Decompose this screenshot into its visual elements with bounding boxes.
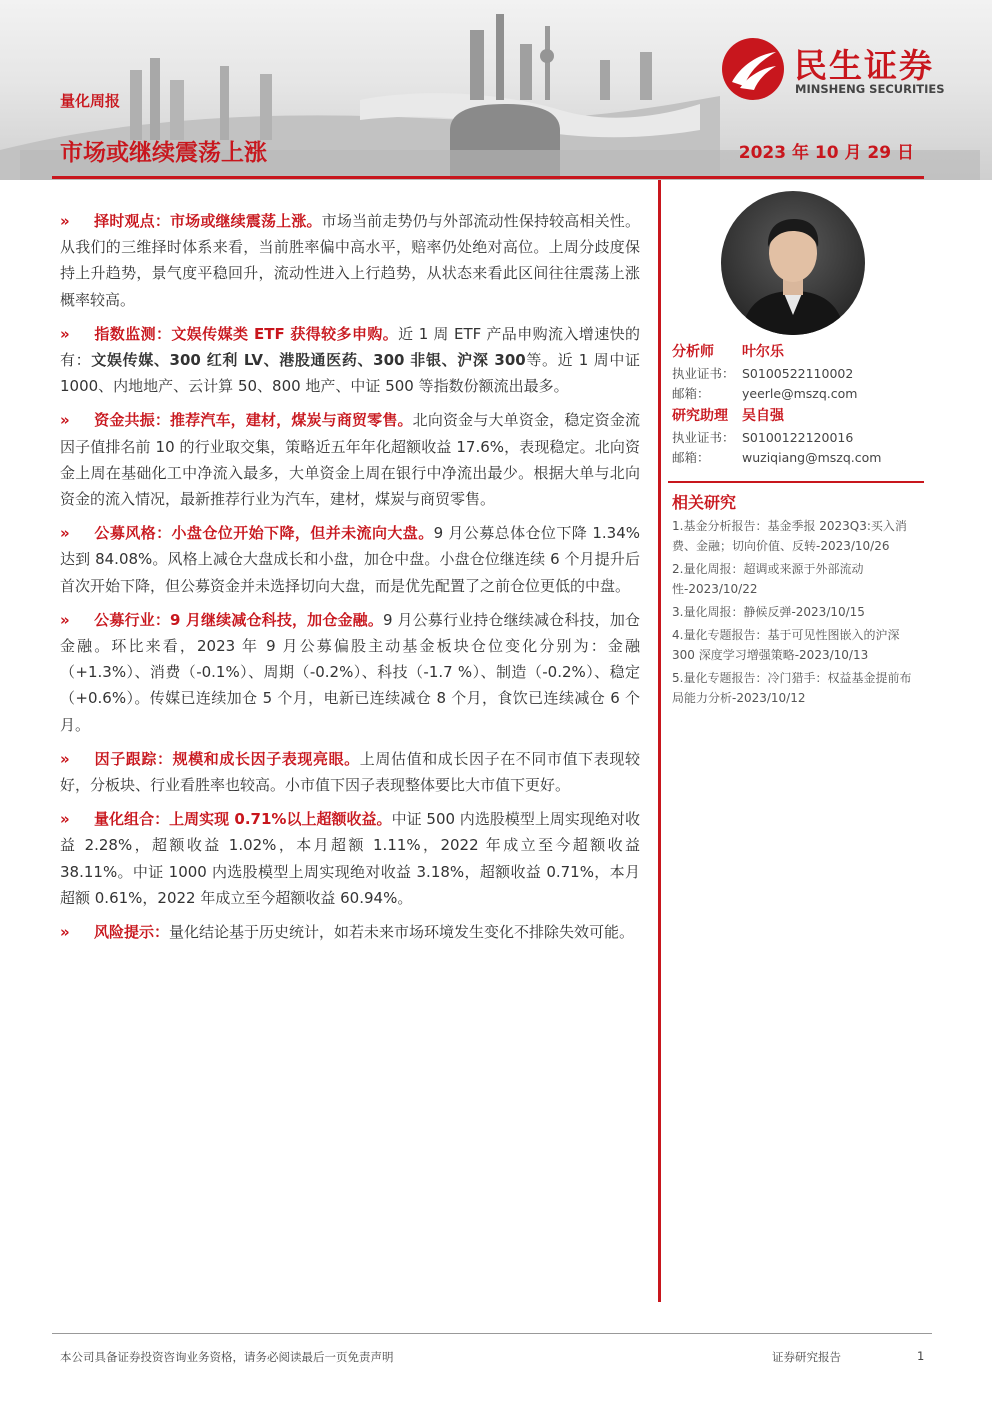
summary-paragraph: » 风险提示：量化结论基于历史统计，如若未来市场环境发生变化不排除失效可能。 [60,919,640,945]
related-item[interactable]: 1.基金分析报告：基金季报 2023Q3:买入消费、金融；切向价值、反转-2023/10/26 [672,519,907,553]
assistant-cert-row: 执业证书： S0100122120016 [672,430,854,445]
header-banner [0,0,992,180]
summary-paragraph: » 因子跟踪：规模和成长因子表现亮眼。上周估值和成长因子在不同市值下表现较好，分板块、行业看胜率也较高。小市值下因子表现整体要比大市值下更好。 [60,746,640,798]
analyst-photo [721,191,865,335]
double-chevron-right-icon: » [60,212,70,230]
header-rule [52,176,924,179]
assistant-email-row: 邮箱： wuziqiang@mszq.com [672,448,922,468]
related-research-title: 相关研究 [672,493,737,512]
double-chevron-right-icon: » [60,749,70,768]
logo-swoosh-icon [722,38,784,100]
report-date: 2023 年 10 月 29 日 [738,143,914,163]
logo-text-cn: 民生证券 [794,46,934,85]
summary-paragraph: » 量化组合：上周实现 0.71%以上超额收益。中证 500 内选股模型上周实现绝对收益 2.28%，超额收益 1.02%，本月超额 1.11%，2022 年成立至今超额收益 38.11%。中证 1000 内选股模型上周实现绝对收益 3.18%，超额收益 0.71%，本月超额 0.61%，2022 年成立至今超额收益 60.94%。 [60,806,640,911]
related-rule [668,481,924,483]
assistant-row: 研究助理 吴自强 [672,404,922,428]
related-item[interactable]: 4.量化专题报告：基于可见性图嵌入的沪深 300 深度学习增强策略-2023/10/13 [672,628,900,662]
analyst-email-row: 邮箱： yeerle@mszq.com [672,384,922,404]
summary-paragraph: » 公募风格：小盘仓位开始下降，但并未流向大盘。9 月公募总体仓位下降 1.34%达到 84.08%。风格上减仓大盘成长和小盘，加仓中盘。小盘仓位继连续 6 个月提升后首次开始下降，但公募资金并未选择切向大盘，而是优先配置了之前仓位更低的中盘。 [60,520,640,599]
footer-report-type: 证券研究报告 [772,1350,841,1364]
summary-paragraph: » 公募行业：9 月继续减仓科技，加仓金融。9 月公募行业持仓继续减仓科技，加仓金融。环比来看，2023 年 9 月公募偏股主动基金板块仓位变化分别为：金融（+1.3%）、消费（-0.1%）、周期（-0.2%）、科技（-1.7 %）、制造（-0.2%）、稳定（+0.6%）。传媒已连续加仓 5 个月，电新已连续减仓 8 个月，食饮已连续减仓 6 个月。 [60,607,640,738]
summary-paragraph: » 指数监测：文娱传媒类 ETF 获得较多申购。近 1 周 ETF 产品申购流入增速快的有：文娱传媒、300 红利 LV、港股通医药、300 非银、沪深 300等。近 1 周中证 1000、内地地产、云计算 50、800 地产、中证 500 等指数份额流出最多。 [60,321,640,400]
analyst-email-link[interactable]: yeerle@mszq.com [742,386,858,401]
assistant-email-link[interactable]: wuziqiang@mszq.com [742,450,882,465]
double-chevron-right-icon: » [60,810,70,829]
double-chevron-right-icon: » [60,610,70,629]
person-portrait-icon [721,191,865,335]
related-research-list [672,516,918,711]
related-item[interactable]: 2.量化周报：超调或来源于外部流动性-2023/10/22 [672,562,864,596]
double-chevron-right-icon: » [60,923,70,942]
related-item[interactable]: 3.量化周报：静候反弹-2023/10/15 [672,605,865,619]
analyst-name: 叶尔乐 [742,344,784,360]
page-title: 市场或继续震荡上涨 [60,140,267,166]
double-chevron-right-icon: » [60,411,70,430]
summary-paragraph: » 资金共振：推荐汽车，建材，煤炭与商贸零售。北向资金与大单资金，稳定资金流因子值排名前 10 的行业取交集，策略近五年年化超额收益 17.6%，表现稳定。北向资金上周在基础化工中净流入最多，大单资金上周在银行中净流出最少。根据大单与北向资金的流入情况，最新推荐行业为汽车，建材，煤炭与商贸零售。 [60,407,640,512]
report-type: 量化周报 [60,92,121,110]
company-logo [722,36,972,106]
summary-paragraph: » 择时观点：市场或继续震荡上涨。市场当前走势仍与外部流动性保持较高相关性。从我们的三维择时体系来看，当前胜率偏中高水平，赔率仍处绝对高位。上周分歧度保持上升趋势，景气度平稳回升，流动性进入上行趋势，从状态来看此区间往往震荡上涨概率较高。 [60,208,640,313]
summary-section [60,208,640,953]
page-number: 1 [917,1349,925,1363]
logo-text-en: MINSHENG SECURITIES [795,82,945,96]
double-chevron-right-icon: » [60,524,70,543]
footer-rule [52,1333,932,1334]
column-divider [658,180,661,1302]
double-chevron-right-icon: » [60,324,70,343]
analyst-cert-row: 执业证书： S0100522110002 [672,366,854,381]
footer-disclaimer: 本公司具备证券投资咨询业务资格，请务必阅读最后一页免责声明 [60,1350,394,1364]
assistant-name: 吴自强 [742,408,784,424]
analyst-row: 分析师 叶尔乐 [672,340,922,364]
related-item[interactable]: 5.量化专题报告：冷门猎手：权益基金提前布局能力分析-2023/10/12 [672,671,912,705]
analyst-info [672,340,922,468]
